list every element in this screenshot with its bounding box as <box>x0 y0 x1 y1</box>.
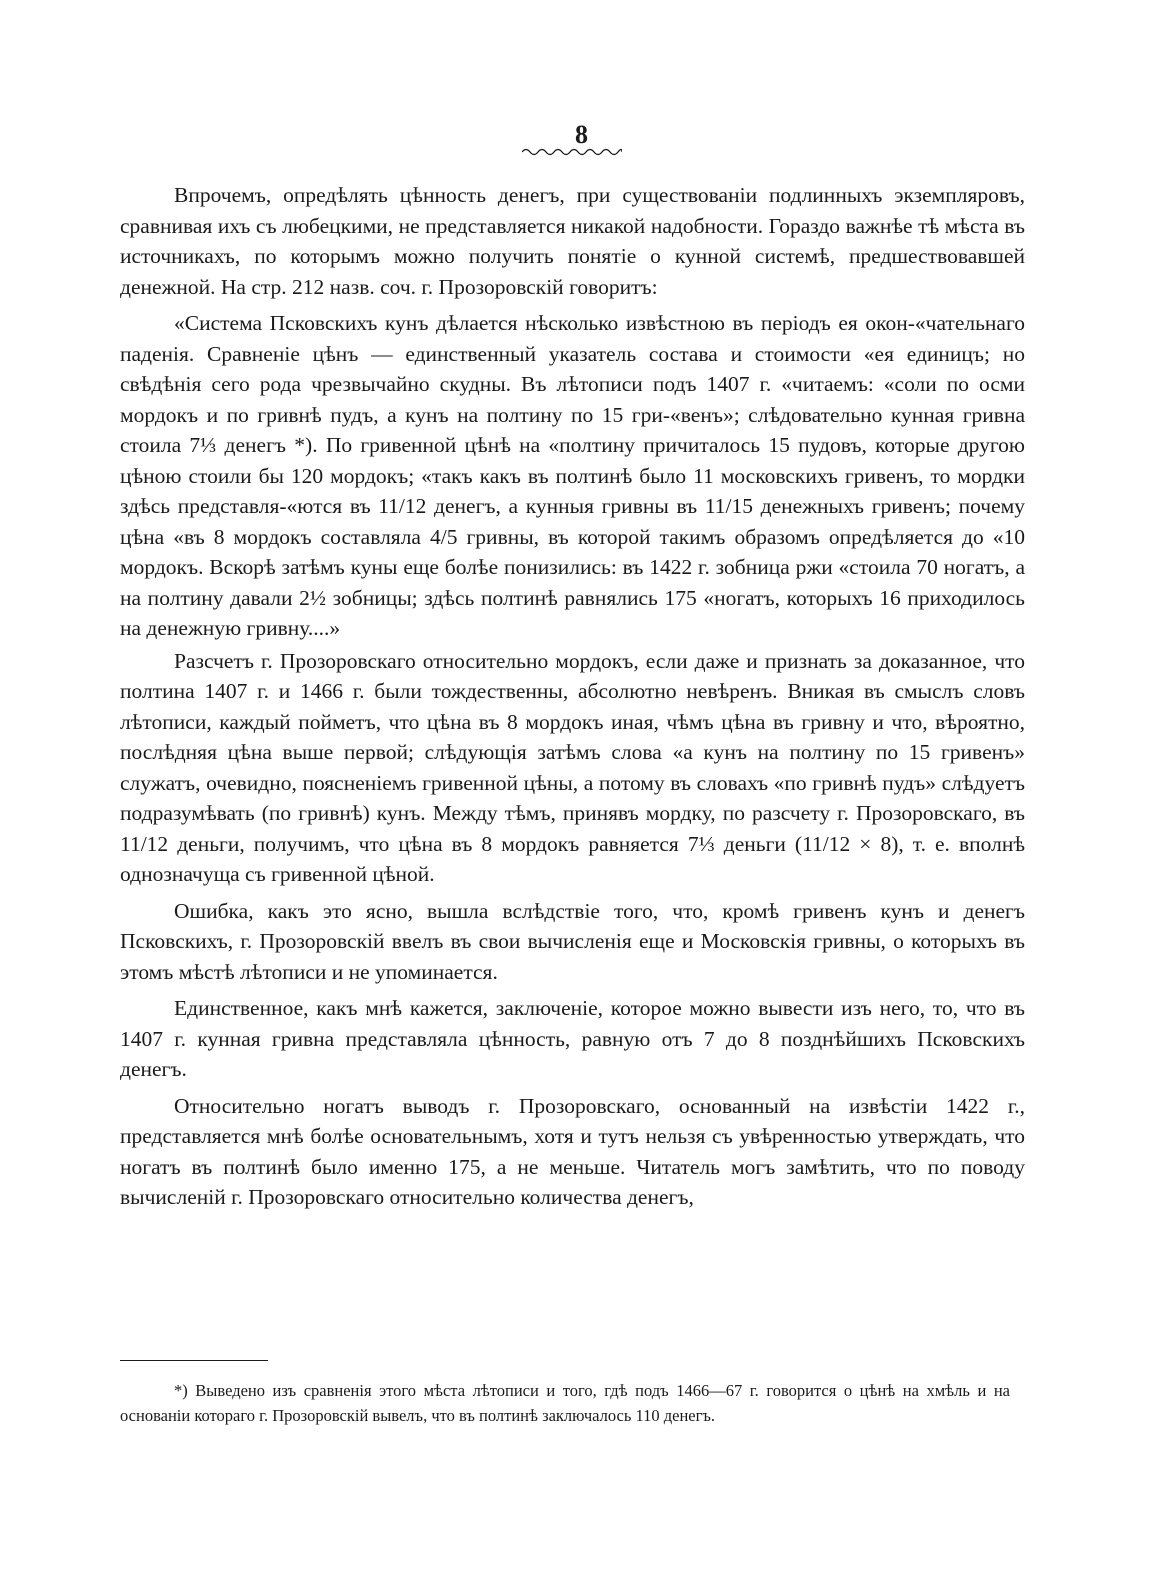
footnote-divider <box>120 1360 268 1361</box>
paragraph-conclusion: Единственное, какъ мнѣ кажется, заключеніе, которое можно вывести изъ него, то, что въ 1407 г. кунная гривна представляла цѣнность, равную отъ 7 до 8 позднѣйшихъ Псковскихъ денегъ. <box>120 996 1025 1081</box>
page-number: 8 <box>575 120 588 149</box>
paragraph-nogaty: Относительно ногатъ выводъ г. Прозоровскаго, основанный на извѣстіи 1422 г., представляется мнѣ болѣе основательнымъ, хотя и тутъ нельзя съ увѣренностью утверждать, что ногатъ въ полтинѣ было именно 175, а не меньше. Читатель могъ замѣтить, что по поводу вычисленій г. Прозоровскаго относительно количества денегъ, <box>120 1093 1025 1209</box>
wavy-ornament <box>522 146 622 158</box>
paragraph-intro: Впрочемъ, опредѣлять цѣнность денегъ, при существованіи подлинныхъ экземпляровъ, сравнивая ихъ съ любецкими, не представляется никакой надобности. Гораздо важнѣе тѣ мѣста въ источникахъ, по которымъ можно получить понятіе о кунной системѣ, предшествовавшей денежной. На стр. 212 назв. соч. г. Прозоровскій говоритъ: <box>120 183 1025 299</box>
footnote: *) Выведено изъ сравненія этого мѣста лѣтописи и того, гдѣ подъ 1466—67 г. говорится о цѣнѣ на хмѣль и на основаніи котораго г. Прозоровскій вывелъ, что въ полтинѣ заключалось 110 денегъ. <box>120 1381 1010 1425</box>
paragraph-critique: Разсчетъ г. Прозоровскаго относительно мордокъ, если даже и признать за доказанное, что полтина 1407 г. и 1466 г. были тождественны, абсолютно невѣренъ. Вникая въ смыслъ словъ лѣтописи, каждый пойметъ, что цѣна въ 8 мордокъ иная, чѣмъ цѣна въ гривну и что, вѣроятно, послѣдняя цѣна выше первой; слѣдующія затѣмъ слова «а кунъ на полтину по 15 гривенъ» служатъ, очевидно, поясненіемъ гривенной цѣны, а потому въ словахъ «по гривнѣ пудъ» слѣдуетъ подразумѣвать (по гривнѣ) кунъ. Между тѣмъ, принявъ мордку, по разсчету г. Прозоровскаго, въ 11/12 деньги, получимъ, что цѣна въ 8 мордокъ равняется 7⅓ деньги (11/12 × 8), т. е. вполнѣ однозначуща съ гривенной цѣной. <box>120 648 1025 886</box>
paragraph-quote: «Система Псковскихъ кунъ дѣлается нѣсколько извѣстною въ періодъ ея окон-«чательнаго паденія. Сравненіе цѣнъ — единственный указатель состава и стоимости «ея единицъ; но свѣдѣнія сего рода чрезвычайно скудны. Въ лѣтописи подъ 1407 г. «читаемъ: «соли по осми мордокъ и по гривнѣ пудъ, а кунъ на полтину по 15 гри-«венъ»; слѣдовательно кунная гривна стоила 7⅓ денегъ *). По гривенной цѣнѣ на «полтину причиталось 15 пудовъ, которые другою цѣною стоили бы 120 мордокъ; «такъ какъ въ полтинѣ было 11 московскихъ гривенъ, то мордки здѣсь представля-«ются въ 11/12 денегъ, а кунныя гривны въ 11/15 денежныхъ гривенъ; почему цѣна «въ 8 мордокъ составляла 4/5 гривны, въ которой такимъ образомъ опредѣляется до «10 мордокъ. Вскорѣ затѣмъ куны еще болѣе понизились: въ 1422 г. зобница ржи «стоила 70 ногатъ, а на полтину давали 2½ зобницы; здѣсь полтинѣ равнялись 175 «ногатъ, которыхъ 16 приходилось на денежную гривну....» <box>120 311 1025 640</box>
paragraph-error: Ошибка, какъ это ясно, вышла вслѣдствіе того, что, кромѣ гривенъ кунъ и денегъ Псковскихъ, г. Прозоровскій ввелъ въ свои вычисленія еще и Московскія гривны, о которыхъ въ этомъ мѣстѣ лѣтописи и не упоминается. <box>120 898 1025 984</box>
body-text <box>120 180 1025 1219</box>
